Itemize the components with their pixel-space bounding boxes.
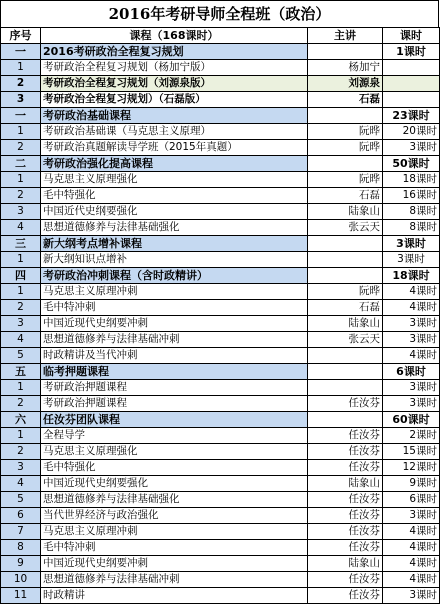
- course-name: 考研政治真题解读导学班（2015年真题）: [41, 140, 308, 156]
- course-name: 考研政治押题课程: [41, 396, 308, 412]
- course-hours: 16课时: [383, 188, 440, 204]
- course-name: 考研政治全程复习规划（刘源泉版）: [41, 76, 308, 92]
- course-hours: 8课时: [383, 220, 440, 236]
- teacher-name: [308, 364, 383, 380]
- teacher-name: 陆象山: [308, 556, 383, 572]
- course-hours: 2课时: [383, 428, 440, 444]
- row-number: 1: [1, 428, 41, 444]
- course-hours: 3课时: [383, 140, 440, 156]
- table-row: [1, 508, 440, 524]
- row-number: 2: [1, 140, 41, 156]
- course-hours: 20课时: [383, 124, 440, 140]
- table-row: [1, 140, 440, 156]
- course-hours: 3课时: [383, 252, 440, 268]
- course-hours: 4课时: [383, 540, 440, 556]
- course-name: 考研政治全程复习规划（杨加宁版）: [41, 60, 308, 76]
- course-name: 新大纲知识点增补: [41, 252, 308, 268]
- row-number: 3: [1, 92, 41, 108]
- table-row: [1, 588, 440, 604]
- course-hours: 12课时: [383, 460, 440, 476]
- course-hours: 6课时: [383, 364, 440, 380]
- table-row: [1, 204, 440, 220]
- course-name: 马克思主义原理冲刺: [41, 524, 308, 540]
- teacher-name: 阮晔: [308, 284, 383, 300]
- course-name: 中国近现代史纲要强化: [41, 476, 308, 492]
- row-number: 3: [1, 204, 41, 220]
- row-number: 3: [1, 316, 41, 332]
- teacher-name: 石磊: [308, 188, 383, 204]
- course-hours: 4课时: [383, 284, 440, 300]
- table-row: [1, 444, 440, 460]
- teacher-name: 张云天: [308, 220, 383, 236]
- table-row: [1, 220, 440, 236]
- table-row: [1, 492, 440, 508]
- row-number: 五: [1, 364, 41, 380]
- teacher-name: [308, 236, 383, 252]
- course-name: 考研政治基础课（马克思主义原理）: [41, 124, 308, 140]
- course-name: 考研政治基础课程: [41, 108, 308, 124]
- teacher-name: 刘源泉: [308, 76, 383, 92]
- teacher-name: 阮晔: [308, 124, 383, 140]
- row-number: 2: [1, 444, 41, 460]
- table-row: [1, 172, 440, 188]
- section-row: [1, 156, 440, 172]
- row-number: 二: [1, 156, 41, 172]
- row-number: 四: [1, 268, 41, 284]
- course-name: 中国近现代史纲要冲刺: [41, 556, 308, 572]
- header-row: [1, 28, 440, 44]
- teacher-name: [308, 108, 383, 124]
- course-name: 毛中特强化: [41, 188, 308, 204]
- teacher-name: [308, 44, 383, 60]
- table-row: [1, 188, 440, 204]
- teacher-name: 石磊: [308, 300, 383, 316]
- course-name: 任汝芬团队课程: [41, 412, 308, 428]
- row-number: 11: [1, 588, 41, 604]
- course-hours: 4课时: [383, 556, 440, 572]
- teacher-name: [308, 412, 383, 428]
- course-hours: [383, 92, 440, 108]
- course-hours: 18课时: [383, 172, 440, 188]
- table-row: [1, 396, 440, 412]
- table-row: [1, 380, 440, 396]
- course-name: 思想道德修养与法律基础冲刺: [41, 572, 308, 588]
- course-name: 中国近代史纲要强化: [41, 204, 308, 220]
- course-name: 马克思主义原理冲刺: [41, 284, 308, 300]
- table-row: [1, 124, 440, 140]
- course-name: 考研政治全程复习规划）（石磊版）: [41, 92, 308, 108]
- teacher-name: 任汝芬: [308, 524, 383, 540]
- sheet-title: 2016年考研导师全程班（政治）: [0, 0, 439, 27]
- teacher-name: 任汝芬: [308, 444, 383, 460]
- course-name: 临考押题课程: [41, 364, 308, 380]
- teacher-name: 陆象山: [308, 204, 383, 220]
- teacher-name: 阮晔: [308, 172, 383, 188]
- table-row: [1, 540, 440, 556]
- course-name: 时政精讲: [41, 588, 308, 604]
- course-hours: [383, 76, 440, 92]
- section-row: [1, 236, 440, 252]
- section-row: [1, 412, 440, 428]
- table-row: [1, 572, 440, 588]
- row-number: 2: [1, 188, 41, 204]
- teacher-name: 陆象山: [308, 316, 383, 332]
- course-name: 马克思主义原理强化: [41, 172, 308, 188]
- teacher-name: 杨加宁: [308, 60, 383, 76]
- course-hours: 3课时: [383, 396, 440, 412]
- course-hours: 3课时: [383, 588, 440, 604]
- course-hours: 15课时: [383, 444, 440, 460]
- course-name: 思想道德修养与法律基础强化: [41, 220, 308, 236]
- row-number: 一: [1, 108, 41, 124]
- table-row: [1, 76, 440, 92]
- row-number: 4: [1, 220, 41, 236]
- table-row: [1, 316, 440, 332]
- course-hours: 50课时: [383, 156, 440, 172]
- header-no: 序号: [1, 28, 41, 44]
- course-hours: 4课时: [383, 300, 440, 316]
- course-name: 考研政治押题课程: [41, 380, 308, 396]
- course-name: 当代世界经济与政治强化: [41, 508, 308, 524]
- course-hours: 23课时: [383, 108, 440, 124]
- section-row: [1, 108, 440, 124]
- row-number: 2: [1, 76, 41, 92]
- row-number: 1: [1, 60, 41, 76]
- teacher-name: [308, 380, 383, 396]
- row-number: 6: [1, 508, 41, 524]
- course-hours: 3课时: [383, 236, 440, 252]
- teacher-name: 任汝芬: [308, 508, 383, 524]
- row-number: 5: [1, 492, 41, 508]
- table-row: [1, 556, 440, 572]
- row-number: 3: [1, 460, 41, 476]
- course-hours: 60课时: [383, 412, 440, 428]
- course-name: 2016考研政治全程复习规划: [41, 44, 308, 60]
- row-number: 9: [1, 556, 41, 572]
- row-number: 10: [1, 572, 41, 588]
- course-hours: 1课时: [383, 44, 440, 60]
- row-number: 一: [1, 44, 41, 60]
- course-hours: [383, 60, 440, 76]
- course-name: 考研政治强化提高课程: [41, 156, 308, 172]
- course-name: 思想道德修养与法律基础强化: [41, 492, 308, 508]
- row-number: 1: [1, 172, 41, 188]
- course-name: 思想道德修养与法律基础冲刺: [41, 332, 308, 348]
- row-number: 1: [1, 284, 41, 300]
- table-row: [1, 460, 440, 476]
- table-row: [1, 524, 440, 540]
- course-hours: 3课时: [383, 508, 440, 524]
- course-hours: 18课时: [383, 268, 440, 284]
- table-row: [1, 92, 440, 108]
- row-number: 4: [1, 332, 41, 348]
- course-hours: 3课时: [383, 332, 440, 348]
- table-row: [1, 284, 440, 300]
- teacher-name: [308, 268, 383, 284]
- table-row: [1, 348, 440, 364]
- course-name: 考研政治冲刺课程（含时政精讲）: [41, 268, 308, 284]
- course-name: 中国近现代史纲要冲刺: [41, 316, 308, 332]
- course-table: [0, 27, 440, 604]
- course-name: 全程导学: [41, 428, 308, 444]
- table-row: [1, 252, 440, 268]
- row-number: 5: [1, 348, 41, 364]
- table-row: [1, 60, 440, 76]
- table-row: [1, 300, 440, 316]
- row-number: 2: [1, 396, 41, 412]
- section-row: [1, 268, 440, 284]
- course-hours: 6课时: [383, 492, 440, 508]
- teacher-name: [308, 348, 383, 364]
- header-teacher: 主讲: [308, 28, 383, 44]
- course-name: 毛中特冲刺: [41, 300, 308, 316]
- course-name: 毛中特强化: [41, 460, 308, 476]
- course-name: 新大纲考点增补课程: [41, 236, 308, 252]
- course-name: 毛中特冲刺: [41, 540, 308, 556]
- teacher-name: [308, 252, 383, 268]
- course-hours: 9课时: [383, 476, 440, 492]
- course-hours: 3课时: [383, 316, 440, 332]
- table-row: [1, 332, 440, 348]
- section-row: [1, 44, 440, 60]
- teacher-name: 任汝芬: [308, 588, 383, 604]
- teacher-name: 任汝芬: [308, 396, 383, 412]
- course-name: 马克思主义原理强化: [41, 444, 308, 460]
- teacher-name: 任汝芬: [308, 540, 383, 556]
- row-number: 4: [1, 476, 41, 492]
- row-number: 8: [1, 540, 41, 556]
- course-hours: 3课时: [383, 380, 440, 396]
- table-row: [1, 428, 440, 444]
- course-rows: [1, 44, 440, 604]
- row-number: 1: [1, 252, 41, 268]
- table-row: [1, 476, 440, 492]
- teacher-name: 任汝芬: [308, 428, 383, 444]
- row-number: 2: [1, 300, 41, 316]
- course-name: 时政精讲及当代冲刺: [41, 348, 308, 364]
- course-hours: 4课时: [383, 348, 440, 364]
- teacher-name: 张云天: [308, 332, 383, 348]
- row-number: 三: [1, 236, 41, 252]
- section-row: [1, 364, 440, 380]
- teacher-name: 阮晔: [308, 140, 383, 156]
- teacher-name: 任汝芬: [308, 492, 383, 508]
- course-hours: 4课时: [383, 524, 440, 540]
- row-number: 1: [1, 380, 41, 396]
- course-hours: 8课时: [383, 204, 440, 220]
- teacher-name: 陆象山: [308, 476, 383, 492]
- teacher-name: 石磊: [308, 92, 383, 108]
- teacher-name: 任汝芬: [308, 460, 383, 476]
- row-number: 1: [1, 124, 41, 140]
- header-course: 课程（168课时）: [41, 28, 308, 44]
- teacher-name: 任汝芬: [308, 572, 383, 588]
- course-hours: 4课时: [383, 572, 440, 588]
- row-number: 7: [1, 524, 41, 540]
- header-hours: 课时: [383, 28, 440, 44]
- row-number: 六: [1, 412, 41, 428]
- teacher-name: [308, 156, 383, 172]
